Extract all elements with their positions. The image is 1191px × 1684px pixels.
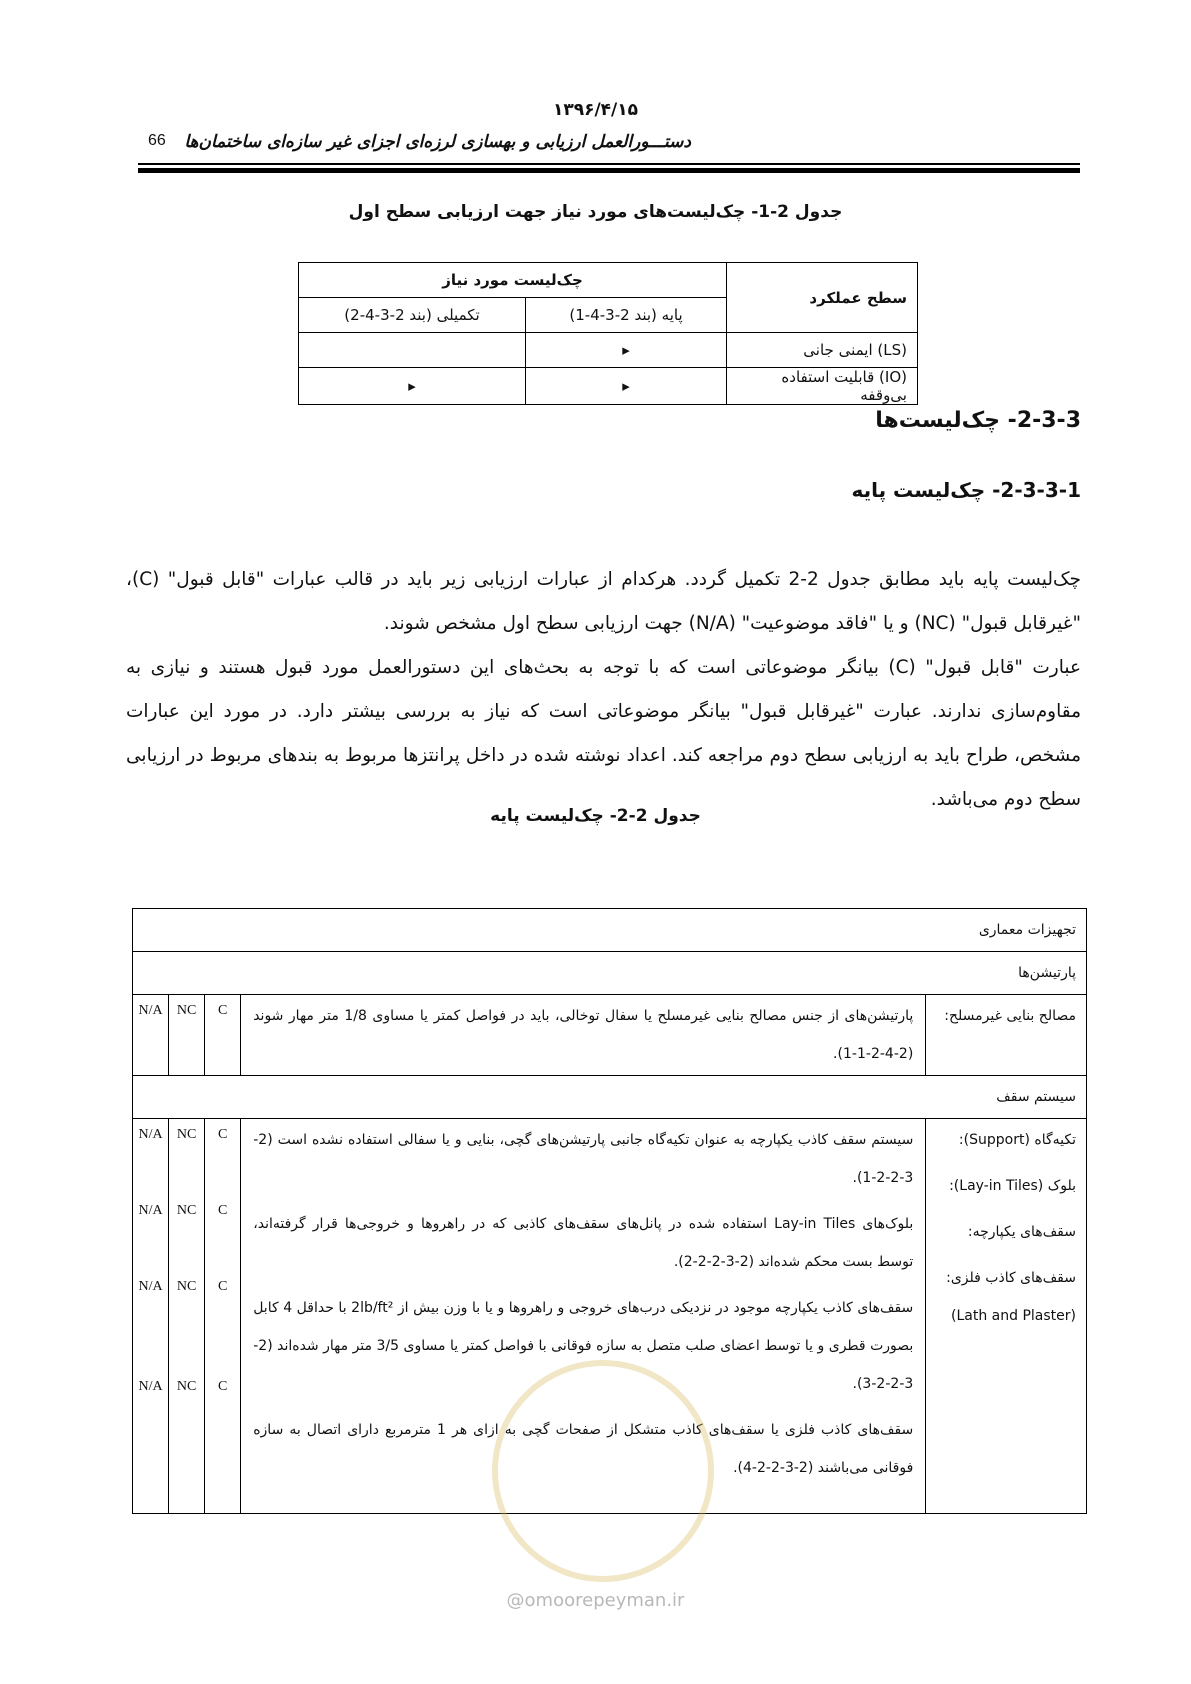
section-row-architectural: تجهیزات معماری <box>133 909 1087 952</box>
mark-na[interactable]: N/A <box>138 1279 163 1294</box>
table1-caption: جدول 2-1- چک‌لیست‌های مورد نیاز جهت ارزیابی سطح اول <box>348 202 843 222</box>
table-row <box>299 333 918 368</box>
item-label: سقف‌های کاذب فلزی: (Lath and Plaster) <box>946 1270 1076 1324</box>
item-text: سقف‌های کاذب یکپارچه موجود در نزدیکی درب‌های خروجی و راهروها و یا با وزن بیش از 2lb/ft² با حداقل 4 کابل بصورت قطری و یا توسط اعضای صلب متصل به سازه فوقانی با فواصل کمتر یا مساوی 3/5 متر مهار شده‌اند (2-3-2-2-3). <box>253 1300 914 1392</box>
table2-caption: جدول 2-2- چک‌لیست پایه <box>490 806 701 826</box>
item-label: سقف‌های یکپارچه: <box>967 1224 1076 1240</box>
table-row <box>133 995 1087 1076</box>
mark-na[interactable]: N/A <box>138 1127 163 1142</box>
header-rule <box>138 163 1080 165</box>
section-heading: 2-3-3- چک‌لیست‌ها <box>875 408 1081 433</box>
section-row-ceiling: سیستم سقف <box>133 1076 1087 1119</box>
col-performance-level: سطح عملکرد <box>727 263 918 333</box>
section-row-partitions: پارتیشن‌ها <box>133 952 1087 995</box>
mark-c[interactable]: C <box>205 995 241 1076</box>
subsection-heading: 2-3-3-1- چک‌لیست پایه <box>851 478 1081 502</box>
header-rule-thick <box>138 168 1080 173</box>
supp-marker: ▸ <box>299 368 526 405</box>
supp-marker <box>299 333 526 368</box>
mark-c[interactable]: C <box>218 1127 228 1142</box>
document-title: دستـــورالعمل ارزیابی و بهسازی لرزه‌ای اجزای غیر سازه‌ای ساختمان‌ها <box>184 132 691 152</box>
col-c <box>205 1119 241 1514</box>
mark-nc[interactable]: NC <box>176 1127 197 1142</box>
row-level: (LS) ایمنی جانی <box>727 333 918 368</box>
mark-nc[interactable]: NC <box>176 1279 197 1294</box>
col-basic: پایه (بند 2-3-4-1) <box>526 298 727 333</box>
mark-na[interactable]: N/A <box>133 995 169 1076</box>
item-text: سقف‌های کاذب فلزی یا سقف‌های کاذب متشکل از صفحات گچی به ازای هر 1 مترمربع دارای اتصال به سازه فوقانی می‌باشند (2-3-2-2-4). <box>253 1422 914 1476</box>
body-text <box>126 558 1081 822</box>
col-na <box>133 1119 169 1514</box>
page-number: 66 <box>148 132 166 149</box>
mark-na[interactable]: N/A <box>138 1379 163 1394</box>
paragraph: عبارت "قابل قبول" (C) بیانگر موضوعاتی است که با توجه به بحث‌های این دستورالعمل مورد قبول هستند و نیازی به مقاوم‌سازی ندارند. عبارت "غیرقابل قبول" بیانگر موضوعاتی است که نیاز به بررسی بیشتر دارد. در مورد این عبارات مشخص، طراح باید به ارزیابی سطح دوم مراجعه کند. اعداد نوشته شده در داخل پرانتزها مربوط به بندهای مربوط در ارزیابی سطح دوم می‌باشد. <box>126 657 1081 810</box>
col-required-checklist: چک‌لیست مورد نیاز <box>299 263 727 298</box>
watermark-url: @omoorepeyman.ir <box>506 1590 685 1611</box>
item-label: بلوک (Lay-in Tiles): <box>949 1178 1076 1194</box>
item-label: تکیه‌گاه (Support): <box>958 1132 1076 1148</box>
item-label: مصالح بنایی غیرمسلح: <box>926 995 1087 1076</box>
mark-nc[interactable]: NC <box>176 1379 197 1394</box>
item-text: پارتیشن‌های از جنس مصالح بنایی غیرمسلح یا سفال توخالی، باید در فواصل کمتر یا مساوی 1/8 متر مهار شوند (2-4-2-1-1). <box>241 995 926 1076</box>
mark-na[interactable]: N/A <box>138 1203 163 1218</box>
mark-nc[interactable]: NC <box>176 1203 197 1218</box>
item-text: سیستم سقف کاذب یکپارچه به عنوان تکیه‌گاه جانبی پارتیشن‌های گچی، بنایی و یا سفالی استفاده نشده است (2-3-2-2-1). <box>253 1132 914 1186</box>
watermark-logo <box>492 1360 714 1582</box>
basic-marker: ▸ <box>526 333 727 368</box>
required-checklists-table <box>298 262 918 405</box>
row-level: (IO) قابلیت استفاده بی‌وقفه <box>727 368 918 405</box>
item-text: بلوک‌های Lay-in Tiles استفاده شده در پانل‌های سقف‌های کاذبی که در راهروها و خروجی‌ها قرار گرفته‌اند، توسط بست محکم شده‌اند (2-3-2-2-2). <box>253 1216 914 1270</box>
mark-c[interactable]: C <box>218 1279 228 1294</box>
mark-c[interactable]: C <box>218 1203 228 1218</box>
col-nc <box>169 1119 205 1514</box>
ceiling-labels <box>926 1119 1087 1514</box>
mark-nc[interactable]: NC <box>169 995 205 1076</box>
header-date: ۱۳۹۶/۴/۱۵ <box>552 100 639 120</box>
col-supplementary: تکمیلی (بند 2-3-4-2) <box>299 298 526 333</box>
mark-c[interactable]: C <box>218 1379 228 1394</box>
table-row <box>299 368 918 405</box>
basic-marker: ▸ <box>526 368 727 405</box>
paragraph: چک‌لیست پایه باید مطابق جدول 2-2 تکمیل گردد. هرکدام از عبارات ارزیابی زیر باید در قالب عبارات "قابل قبول" (C)، "غیرقابل قبول" (NC) و یا "فاقد موضوعیت" (N/A) جهت ارزیابی سطح اول مشخص شوند. <box>126 569 1081 634</box>
